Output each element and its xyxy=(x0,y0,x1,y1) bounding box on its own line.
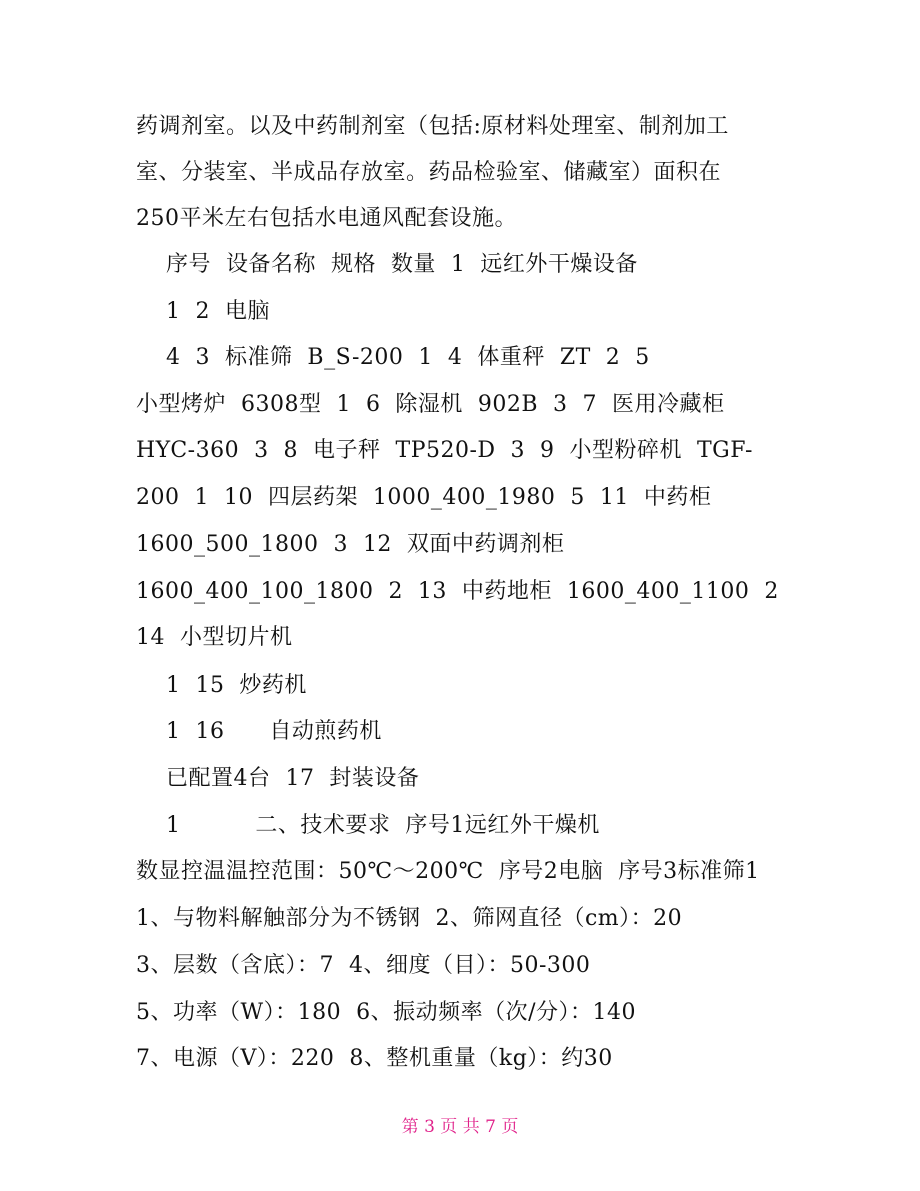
text-line-4: 序号 设备名称 规格 数量 1 远红外干燥设备 xyxy=(136,252,638,277)
text-line-16: 1 二、技术要求 序号1远红外干燥机 xyxy=(136,813,600,838)
text-line-1: 药调剂室。以及中药制剂室（包括:原材料处理室、制剂加工 xyxy=(136,114,729,139)
text-line-21: 7、电源（V）：220 8、整机重量（kg）：约30 xyxy=(136,1046,613,1071)
text-line-15: 已配置4台 17 封装设备 xyxy=(136,766,420,791)
text-line-14: 1 16 自动煎药机 xyxy=(136,719,382,744)
text-line-12: 14 小型切片机 xyxy=(136,625,293,650)
text-line-3: 250平米左右包括水电通风配套设施。 xyxy=(136,206,517,231)
text-line-6: 4 3 标准筛 B_S-200 1 4 体重秤 ZT 2 5 xyxy=(136,345,650,370)
text-line-7: 小型烤炉 6308型 1 6 除湿机 902B 3 7 医用冷藏柜 xyxy=(136,392,725,417)
text-line-9: 200 1 10 四层药架 1000_400_1980 5 11 中药柜 xyxy=(136,485,712,510)
text-line-2: 室、分装室、半成品存放室。药品检验室、储藏室）面积在 xyxy=(136,160,722,185)
text-line-19: 3、层数（含底）：7 4、细度（目）：50-300 xyxy=(136,953,591,978)
text-line-10: 1600_500_1800 3 12 双面中药调剂柜 xyxy=(136,532,565,557)
text-line-20: 5、功率（W）：180 6、振动频率（次/分）：140 xyxy=(136,1000,636,1025)
page-number-footer: 第 3 页 共 7 页 xyxy=(401,1117,519,1137)
text-line-8: HYC-360 3 8 电子秤 TP520-D 3 9 小型粉碎机 TGF- xyxy=(136,438,753,463)
text-line-5: 1 2 电脑 xyxy=(136,299,270,324)
text-line-17: 数显控温温控范围：50℃～200℃ 序号2电脑 序号3标准筛1 xyxy=(136,859,760,884)
text-line-18: 1、与物料解触部分为不锈钢 2、筛网直径（cm）：20 xyxy=(136,906,683,931)
text-line-11: 1600_400_100_1800 2 13 中药地柜 1600_400_1100 2 xyxy=(136,579,779,604)
text-line-13: 1 15 炒药机 xyxy=(136,673,307,698)
